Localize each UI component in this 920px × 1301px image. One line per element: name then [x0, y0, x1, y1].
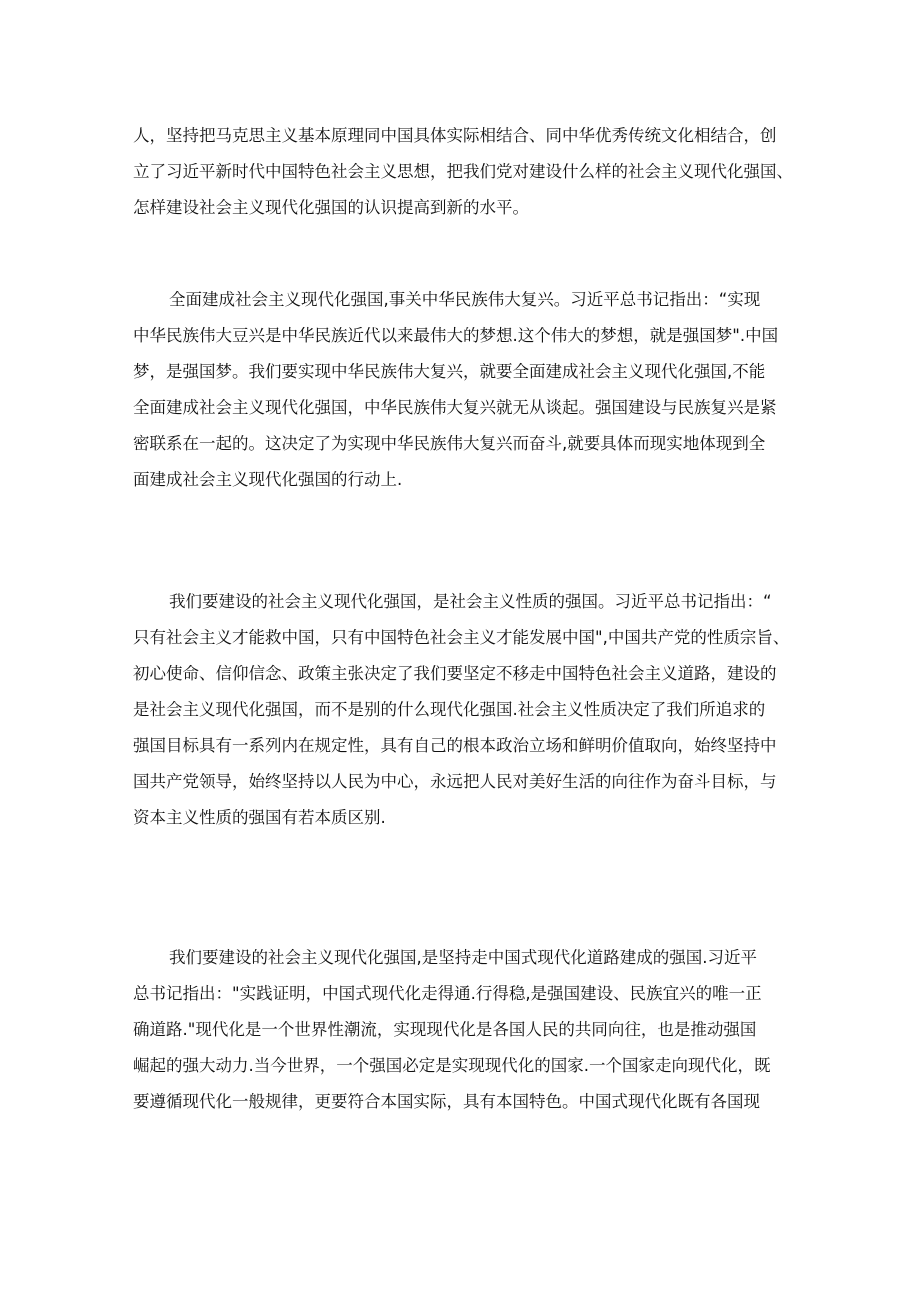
text-line: 资本主义性质的强国有若本质区别. — [133, 808, 386, 827]
text-line: 立了习近平新时代中国特色社会主义思想，把我们党对建设什么样的社会主义现代化强国、 — [133, 162, 793, 181]
paragraph-2 — [133, 282, 793, 498]
text-line: 强国目标具有一系列内在规定性，具有自己的根本政治立场和鲜明价值取向，始终坚持中 — [133, 736, 777, 755]
paragraph-1 — [133, 118, 793, 226]
text-line: 中华民族伟大豆兴是中华民族近代以来最伟大的梦想.这个伟大的梦想，就是强国梦".中国 — [133, 326, 779, 345]
text-line: 国共产党领导，始终坚持以人民为中心，永远把人民对美好生活的向往作为奋斗目标，与 — [133, 772, 777, 791]
text-line: 全面建成社会主义现代化强国,事关中华民族伟大复兴。习近平总书记指出：“实现 — [169, 290, 761, 309]
text-line: 崛起的强大动力.当今世界，一个强国必定是实现现代化的国家.一个国家走向现代化，既 — [133, 1056, 771, 1075]
text-line: 人，坚持把马克思主义基本原理同中国具体实际相结合、同中华优秀传统文化相结合，创 — [133, 126, 777, 145]
text-line: 总书记指出："实践证明，中国式现代化走得通.行得稳,是强国建设、民族宜兴的唯一正 — [133, 984, 762, 1003]
text-line: 梦，是强国梦。我们要实现中华民族伟大复兴，就要全面建成社会主义现代化强国,不能 — [133, 362, 766, 381]
text-line: 初心使命、信仰信念、政策主张决定了我们要坚定不移走中国特色社会主义道路，建设的 — [133, 664, 777, 683]
text-line: 全面建成社会主义现代化强国，中华民族伟大复兴就无从谈起。强国建设与民族复兴是紧 — [133, 398, 777, 417]
paragraph-4 — [133, 940, 793, 1120]
text-line: 我们要建设的社会主义现代化强国，是社会主义性质的强国。习近平总书记指出：“ — [169, 592, 772, 611]
text-line: 只有社会主义才能救中国，只有中国特色社会主义才能发展中国",中国共产党的性质宗旨、 — [133, 628, 790, 647]
text-line: 我们要建设的社会主义现代化强国,是坚持走中国式现代化道路建成的强国.习近平 — [169, 948, 757, 967]
text-line: 是社会主义现代化强国，而不是别的什么现代化强国.社会主义性质决定了我们所追求的 — [133, 700, 766, 719]
paragraph-3 — [133, 584, 793, 836]
text-line: 密联系在一起的。这决定了为实现中华民族伟大复兴而奋斗,就要具体而现实地体现到全 — [133, 434, 766, 453]
text-line: 要遵循现代化一般规律，更要符合本国实际，具有本国特色。中国式现代化既有各国现 — [133, 1092, 760, 1111]
text-line: 怎样建设社会主义现代化强国的认识提高到新的水平。 — [133, 198, 529, 217]
text-line: 确道路."现代化是一个世界性潮流，实现现代化是各国人民的共同向往，也是推动强国 — [133, 1020, 757, 1039]
text-line: 面建成社会主义现代化强国的行动上. — [133, 470, 403, 489]
